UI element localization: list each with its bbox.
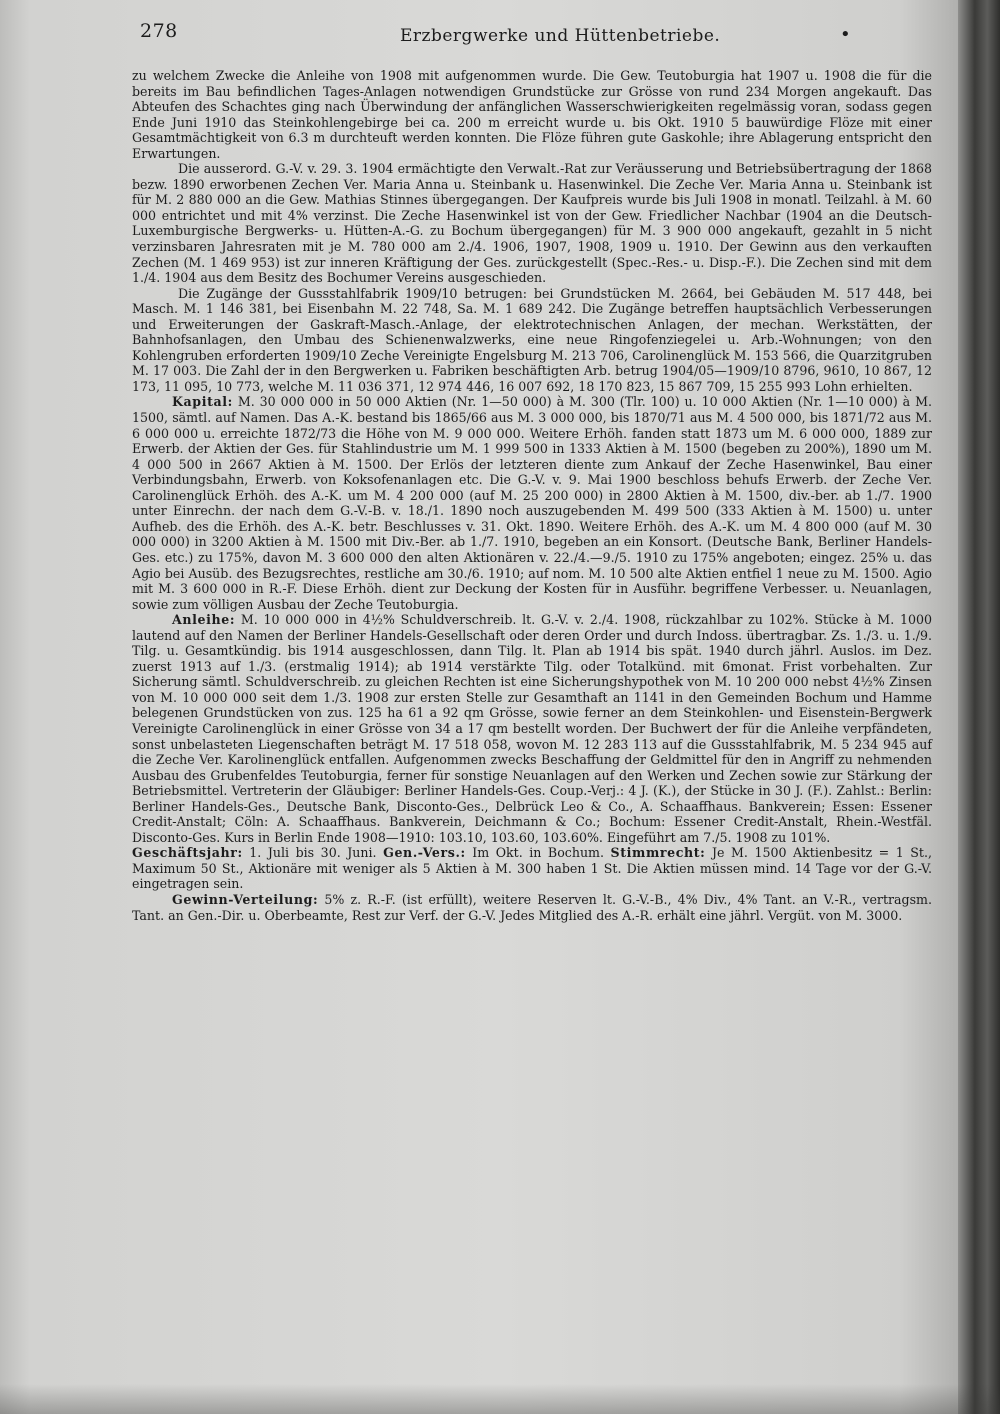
- anleihe-text: M. 10 000 000 in 4½% Schuldverschreib. lt. G.-V. v. 2./4. 1908, rückzahlbar zu 102%. Stücke à M. 1000 lautend auf den Namen der Berliner Handels-Gesellschaft oder deren Order und durch Indoss. übertragbar. Zs. 1./3. u. 1./9. Tilg. u. Gesamtkündig. bis 1914 ausgeschlossen, dann Tilg. lt. Plan ab 1914 bis spät. 1940 durch jährl. Auslos. im Dez. zuerst 1913 auf 1./3. (erstmalig 1914); ab 1914 verstärkte Tilg. oder Totalkünd. mit 6monat. Frist vorbehalten. Zur Sicherung sämtl. Schuldverschreib. zu gleichen Rechten ist eine Sicherungshypothek von M. 10 200 000 nebst 4½% Zinsen von M. 10 000 000 seit dem 1./3. 1908 zur ersten Stelle zur Gesamthaft an 1141 in den Gemeinden Bochum und Hamme belegenen Grundstücken von zus. 125 ha 61 a 92 qm Grösse, sowie ferner an dem Steinkohlen- und Eisenstein-Bergwerk Vereinigte Carolinenglück in einer Grösse von 34 a 17 qm bestellt worden. Der Buchwert der für die Anleihe verpfändeten, sonst unbelasteten Liegenschaften beträgt M. 17 518 058, wovon M. 12 283 113 auf die Gussstahlfabrik, M. 5 234 945 auf die Zeche Ver. Karolinenglück entfallen. Aufgenommen zwecks Beschaffung der Geldmittel für den in Angriff zu nehmenden Ausbau des Grubenfeldes Teutoburgia, ferner für sonstige Neuanlagen auf den Werken und Zechen sowie zur Stärkung der Betriebsmittel. Vertreterin der Gläubiger: Berliner Handels-Ges. Coup.-Verj.: 4 J. (K.), der Stücke in 30 J. (F.). Zahlst.: Berlin: Berliner Handels-Ges., Deutsche Bank, Disconto-Ges., Delbrück Leo & Co., A. Schaaffhaus. Bankverein; Essen: Essener Credit-Anstalt; Cöln: A. Schaaffhaus. Bankverein, Deichmann & Co.; Bochum: Essener Credit-Anstalt, Rhein.-Westfäl. Disconto-Ges. Kurs in Berlin Ende 1908—1910: 103.10, 103.60, 103.60%. Eingeführt am 7./5. 1908 zu 101%.: [132, 612, 932, 845]
- page-body: [132, 68, 932, 923]
- page-header: [140, 20, 950, 50]
- geschaeftsjahr-text: 1. Juli bis 30. Juni.: [242, 845, 384, 861]
- page-bottom-shadow: [0, 1384, 1000, 1414]
- anleihe-label: Anleihe:: [172, 612, 236, 628]
- paragraph-zugaenge: Die Zugänge der Gussstahlfabrik 1909/10 betrugen: bei Grundstücken M. 2664, bei Gebäuden M. 517 448, bei Masch. M. 1 146 381, bei Eisenbahn M. 22 748, Sa. M. 1 689 242. Die Zugänge betreffen hauptsächlich Verbesserungen und Erweiterungen der Gaskraft-Masch.-Anlage, der elektrotechnischen Anlagen, der mechan. Werkstätten, der Bahnhofsanlagen, den Umbau des Schienenwalzwerks, eine neue Ringofenziegelei u. Arb.-Wohnungen; von den Kohlengruben erforderten 1909/10 Zeche Vereinigte Engelsburg M. 213 706, Carolinenglück M. 153 566, die Quarzitgruben M. 17 003. Die Zahl der in den Bergwerken u. Fabriken beschäftigten Arb. betrug 1904/05—1909/10 8796, 9610, 10 867, 12 173, 11 095, 10 773, welche M. 11 036 371, 12 974 446, 16 007 692, 18 170 823, 15 867 709, 15 255 993 Lohn erhielten.: [132, 285, 932, 394]
- gen-vers-text: Im Okt. in Bochum.: [465, 845, 611, 861]
- binding-shadow: [958, 0, 1000, 1414]
- geschaeftsjahr-label: Geschäftsjahr:: [132, 845, 243, 861]
- section-gewinn-verteilung: [132, 892, 932, 923]
- section-kapital: [132, 394, 932, 612]
- running-title: Erzbergwerke und Hüttenbetriebe.: [400, 26, 721, 46]
- kapital-text: M. 30 000 000 in 50 000 Aktien (Nr. 1—50 000) à M. 300 (Tlr. 100) u. 10 000 Aktien (Nr. 1—10 000) à M. 1500, sämtl. auf Namen. Das A.-K. bestand bis 1865/66 aus M. 3 000 000, bis 1870/71 aus M. 4 500 000, bis 1871/72 aus M. 6 000 000 u. erreichte 1872/73 die Höhe von M. 9 000 000. Weitere Erhöh. fanden statt 1873 um M. 6 000 000, 1889 zur Erwerb. der Aktien der Ges. für Stahlindustrie um M. 1 999 500 in 1333 Aktien à M. 1500 (begeben zu 200%), 1890 um M. 4 000 500 in 2667 Aktien à M. 1500. Der Erlös der letzteren diente zum Ankauf der Zeche Hasenwinkel, Bau einer Verbindungsbahn, Erwerb. von Koksofenanlagen etc. Die G.-V. v. 9. Mai 1900 beschloss behufs Erwerb. der Zeche Ver. Carolinenglück Erhöh. des A.-K. um M. 4 200 000 (auf M. 25 200 000) in 2800 Aktien à M. 1500, div.-ber. ab 1./7. 1900 unter Einrechn. der nach dem G.-V.-B. v. 18./1. 1890 noch auszugebenden M. 499 500 (333 Aktien à M. 1500) u. unter Aufheb. des die Erhöh. des A.-K. betr. Beschlusses v. 31. Okt. 1890. Weitere Erhöh. des A.-K. um M. 4 800 000 (auf M. 30 000 000) in 3200 Aktien à M. 1500 mit Div.-Ber. ab 1./7. 1910, begeben an ein Konsort. (Deutsche Bank, Berliner Handels-Ges. etc.) zu 175%, davon M. 3 600 000 den alten Aktionären v. 22./4.—9./5. 1910 zu 175% angeboten; eingez. 25% u. das Agio bei Ausüb. des Bezugsrechtes, restliche am 30./6. 1910; auf nom. M. 10 500 alte Aktien entfiel 1 neue zu M. 1500. Agio mit M. 3 600 000 in R.-F. Diese Erhöh. dient zur Deckung der Kosten für in Ausführ. begriffene Verbesser. u. Neuanlagen, sowie zum völligen Ausbau der Zeche Teutoburgia.: [132, 394, 932, 612]
- kapital-label: Kapital:: [172, 394, 233, 410]
- page-number: 278: [140, 20, 178, 42]
- paragraph-zechen-verkauf: Die ausserord. G.-V. v. 29. 3. 1904 ermächtigte den Verwalt.-Rat zur Veräusserung und Betriebsübertragung der 1868 bezw. 1890 erworbenen Zechen Ver. Maria Anna u. Steinbank u. Hasenwinkel. Die Zeche Ver. Maria Anna u. Steinbank ist für M. 2 880 000 an die Gew. Mathias Stinnes übergegangen. Der Kaufpreis wurde bis Juli 1908 in monatl. Teilzahl. à M. 60 000 entrichtet und mit 4% verzinst. Die Zeche Hasenwinkel ist von der Gew. Friedlicher Nachbar (1904 an die Deutsch-Luxemburgische Bergwerks- u. Hütten-A.-G. zu Bochum übergegangen) für M. 3 900 000 angekauft, gezahlt in 5 nicht verzinsbaren Jahresraten mit je M. 780 000 am 2./4. 1906, 1907, 1908, 1909 u. 1910. Der Gewinn aus den verkauften Zechen (M. 1 469 953) ist zur inneren Kräftigung der Ges. zurückgestellt (Spec.-Res.- u. Disp.-F.). Die Zechen sind mit dem 1./4. 1904 aus dem Besitz des Bochumer Vereins ausgeschieden.: [132, 161, 932, 286]
- stimmrecht-label: Stimmrecht:: [610, 845, 706, 861]
- gewinn-verteilung-label: Gewinn-Verteilung:: [172, 891, 319, 907]
- gen-vers-label: Gen.-Vers.:: [383, 845, 466, 861]
- section-geschaeftsjahr: [132, 845, 932, 892]
- header-dot-mark: •: [840, 24, 852, 45]
- paragraph-teutoburgia: zu welchem Zwecke die Anleihe von 1908 mit aufgenommen wurde. Die Gew. Teutoburgia hat 1907 u. 1908 die für die bereits im Bau befindlichen Tages-Anlagen notwendigen Grundstücke zur Grösse von rund 234 Morgen angekauft. Das Abteufen des Schachtes ging nach Überwindung der anfänglichen Wasserschwierigkeiten regelmässig voran, sodass gegen Ende Juni 1910 das Steinkohlengebirge bei ca. 200 m erreicht wurde u. bis Okt. 1910 5 bauwürdige Flöze mit einer Gesamtmächtigkeit von 6.3 m durchteuft werden konnten. Die Flöze führen gute Gaskohle; ihre Ablagerung entspricht den Erwartungen.: [132, 68, 932, 161]
- gewinn-verteilung-text: 5% z. R.-F. (ist erfüllt), weitere Reserven lt. G.-V.-B., 4% Div., 4% Tant. an V.-R., vertragsm. Tant. an Gen.-Dir. u. Oberbeamte, Rest zur Verf. der G.-V. Jedes Mitglied des A.-R. erhält eine jährl. Vergüt. von M. 3000.: [132, 891, 932, 923]
- stimmrecht-text: Je M. 1500 Aktienbesitz = 1 St., Maximum 50 St., Aktionäre mit weniger als 5 Aktien à M. 300 haben 1 St. Die Aktien müssen mind. 14 Tage vor der G.-V. eingetragen sein.: [132, 845, 933, 892]
- section-anleihe: [132, 612, 932, 845]
